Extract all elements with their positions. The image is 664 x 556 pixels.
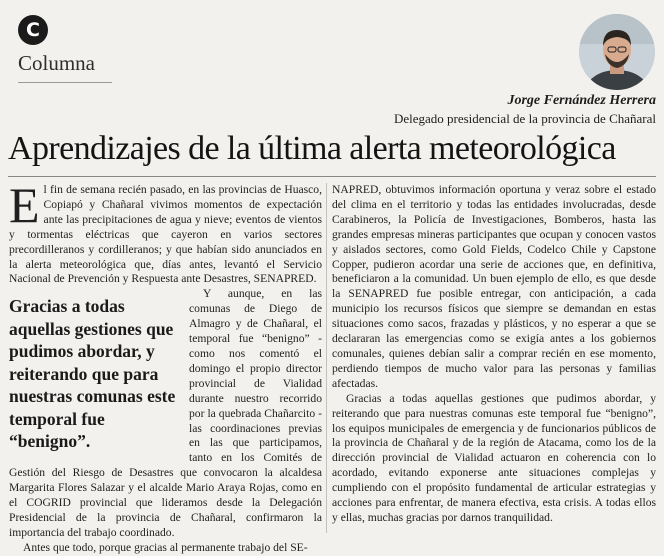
- paragraph-4: NAPRED, obtuvimos información oportuna y veraz sobre el estado del clima en el territorio y todas las entidades involucradas, desde Carabineros, la Policía de Investigaciones, Bomberos, hasta las grandes empresas mineras participantes que ocupan y conocen vastos y aislados sectores, como Gold Fields, Codelco Chile y Capstone Copper, pudieron acordar una serie de acciones que, en definitiva, beneficiaron a la comunidad. Un buen ejemplo de ello, es que desde la SENAPRED fue posible entregar, con anticipación, a cada municipio los recursos físicos que siempre se demandan en estas situaciones como sacos, frazadas y plásticos, y no esperar a que se declararan las emergencias como se exigía antes a los gobiernos comunales, quienes debían salir a comprar recién en ese momento, perdiendo tiempos de mucho valor para las personas y familias afectadas.: [332, 183, 656, 390]
- paragraph-1-text: l fin de semana recién pasado, en las provincias de Huasco, Copiapó y Chañaral vivimos momentos de expectación ante las precipitaciones de agua y nieve; eventos de vientos y tormentas eléctricas que cayeron en varios sectores precordilleranos y cordilleranos; y que habían sido anunciados en la alerta meteorológica que, días antes, levantó el Servicio Nacional de Prevención y Respuesta ante Desastres, SENAPRED.: [9, 183, 322, 286]
- paragraph-5: Gracias a todas aquellas gestiones que pudimos abordar, y reiterando que para nuestras comunas este temporal fue “benigno”, los equipos municipales de emergencia y de funcionarios públicos de la provincia de Chañaral y de la región de Atacama, como los de la dirección provincial de Vialidad actuaron en coherencia con lo acordado, evitando exponerse ante situaciones complejas y cumpliendo con el propósito fundamental de articular estrategias y acciones para enfrentar, de manera efectiva, esta crisis. A todas ellos y ellas, muchas gracias por darnos tranquilidad.: [332, 391, 656, 524]
- pull-quote: Gracias a todas aquellas gestiones que pudimos abordar, y reiterando que para nuestras comunas este temporal fue “benigno”.: [9, 296, 176, 452]
- article-column-left: [9, 177, 322, 556]
- paragraph-3: Antes que todo, porque gracias al permanente trabajo del SE-: [23, 540, 308, 554]
- author-name: Jorge Fernández Herrera: [507, 93, 656, 108]
- column-separator: [326, 183, 327, 533]
- headline: Aprendizajes de la última alerta meteorológica: [8, 130, 616, 167]
- article-column-right: [332, 183, 656, 526]
- author-role: Delegado presidencial de la provincia de Chañaral: [393, 111, 656, 126]
- section-label: Columna: [18, 51, 95, 75]
- column-badge: C: [18, 15, 48, 45]
- paragraph-1: [9, 177, 322, 287]
- author-portrait-icon: [579, 14, 655, 90]
- paragraph-2: Y aunque, en las comunas de Diego de Almagro y de Chañaral, el temporal fue “benigno” -como nos comentó el domingo el propio director provincial de Vialidad durante nuestro recorrido por la quebrada Chañarcito - las coordinaciones previas en las que participamos, tanto en los Comités de Gestión del Riesgo de Desastres que convocaron la alcaldesa Margarita Flores Salazar y el alcalde Mario Araya Rojas, como en el COGRID provincial que lideramos desde la Delegación Presidencial de la provincia de Chañaral, confirmaron la importancia del trabajo coordinado.: [9, 287, 322, 539]
- headline-rule: [8, 176, 656, 177]
- author-photo: [579, 14, 655, 90]
- section-rule: [18, 82, 112, 83]
- drop-cap: E: [9, 177, 40, 233]
- byline: [394, 93, 656, 127]
